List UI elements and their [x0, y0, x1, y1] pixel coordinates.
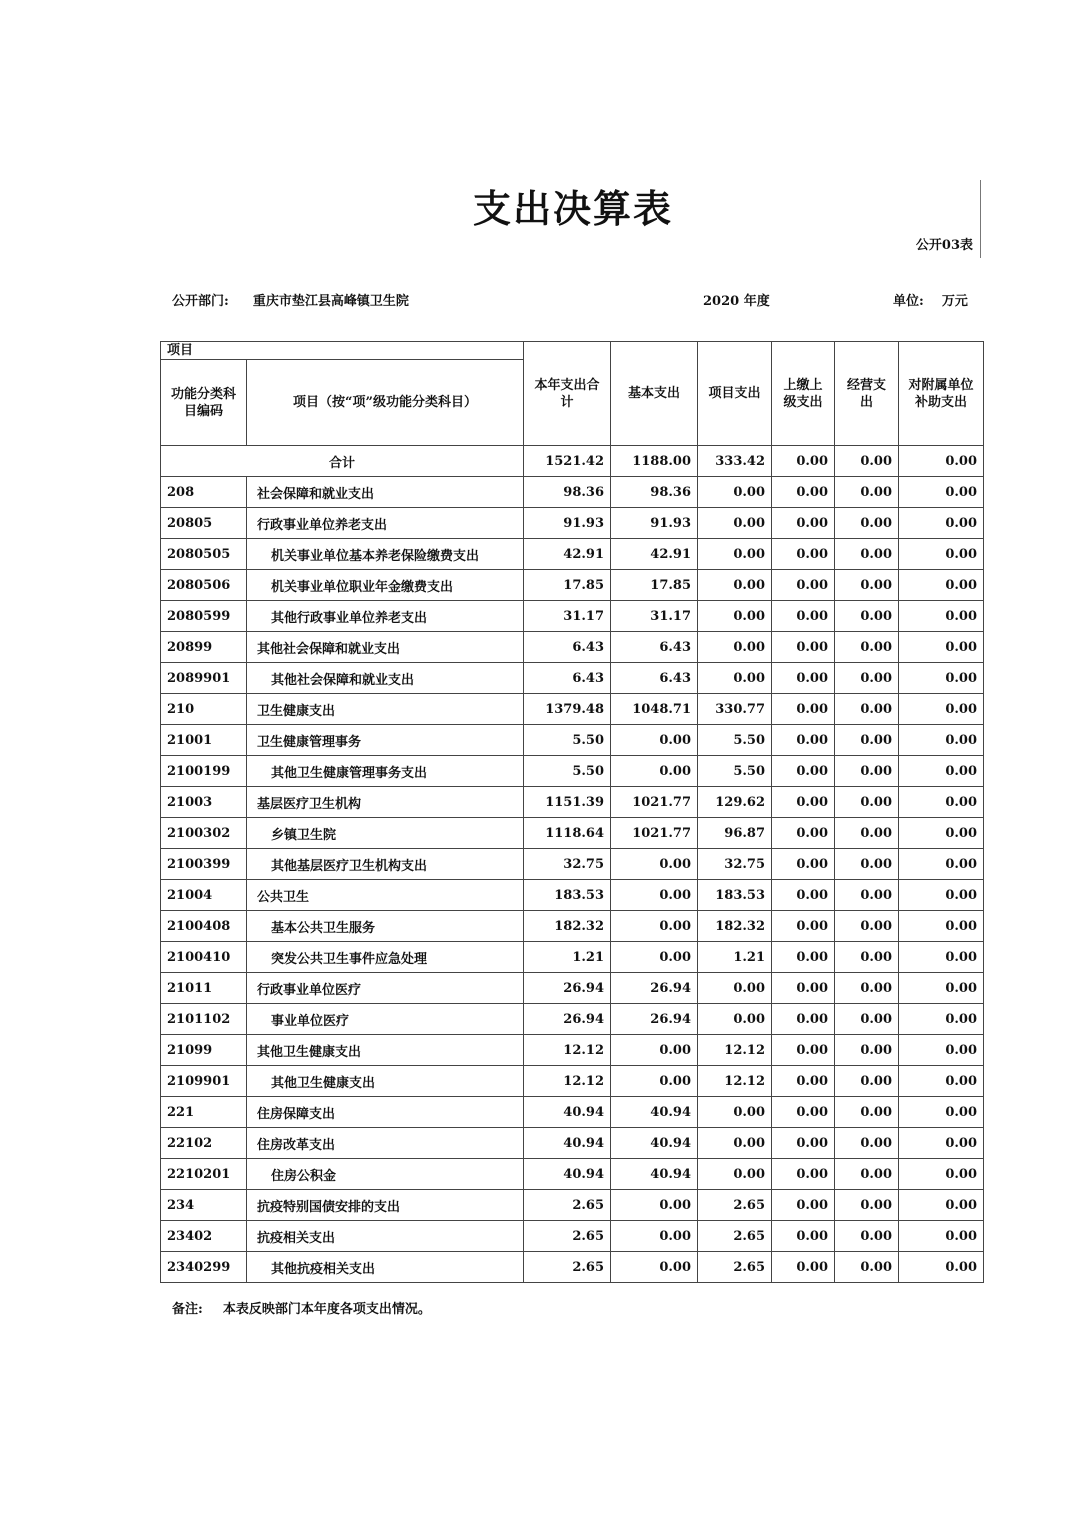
value-cell: 0.00: [835, 1190, 899, 1221]
value-cell: 0.00: [899, 973, 984, 1004]
value-cell: 0.00: [835, 1128, 899, 1159]
value-cell: 0.00: [772, 880, 835, 911]
value-cell: 0.00: [772, 1066, 835, 1097]
value-cell: 0.00: [899, 911, 984, 942]
header-upper: 上缴上级支出: [772, 342, 835, 446]
name-cell: 基层医疗卫生机构: [247, 787, 524, 818]
value-cell: 182.32: [698, 911, 772, 942]
value-cell: 0.00: [611, 1252, 698, 1283]
code-cell: 2100410: [161, 942, 247, 973]
value-cell: 6.43: [524, 663, 611, 694]
table-row: [161, 756, 984, 787]
code-cell: 2080599: [161, 601, 247, 632]
value-cell: 0.00: [611, 1190, 698, 1221]
code-cell: 21011: [161, 973, 247, 1004]
value-cell: 0.00: [772, 1252, 835, 1283]
name-cell: 抗疫相关支出: [247, 1221, 524, 1252]
value-cell: 26.94: [524, 973, 611, 1004]
value-cell: 0.00: [772, 539, 835, 570]
value-cell: 0.00: [835, 1221, 899, 1252]
code-cell: 2080506: [161, 570, 247, 601]
footnote-text: 本表反映部门本年度各项支出情况。: [222, 1302, 431, 1317]
code-cell: 221: [161, 1097, 247, 1128]
value-cell: 26.94: [611, 973, 698, 1004]
table-row: [161, 1004, 984, 1035]
value-cell: 330.77: [698, 694, 772, 725]
value-cell: 1.21: [698, 942, 772, 973]
code-cell: 21003: [161, 787, 247, 818]
table-row: [161, 1128, 984, 1159]
value-cell: 1021.77: [611, 787, 698, 818]
header-code: 功能分类科目编码: [161, 360, 247, 446]
name-cell: 行政事业单位医疗: [247, 973, 524, 1004]
code-cell: 208: [161, 477, 247, 508]
total-cell: 1188.00: [611, 446, 698, 477]
value-cell: 0.00: [835, 911, 899, 942]
value-cell: 0.00: [611, 911, 698, 942]
header-item: 项目支出: [698, 342, 772, 446]
value-cell: 0.00: [698, 1097, 772, 1128]
value-cell: 17.85: [524, 570, 611, 601]
table-row: [161, 880, 984, 911]
name-cell: 其他卫生健康管理事务支出: [247, 756, 524, 787]
table-row: [161, 477, 984, 508]
value-cell: 2.65: [524, 1252, 611, 1283]
total-cell: 1521.42: [524, 446, 611, 477]
total-cell: 0.00: [835, 446, 899, 477]
value-cell: 12.12: [524, 1035, 611, 1066]
value-cell: 32.75: [524, 849, 611, 880]
value-cell: 0.00: [698, 477, 772, 508]
value-cell: 0.00: [835, 880, 899, 911]
value-cell: 0.00: [899, 942, 984, 973]
code-cell: 21004: [161, 880, 247, 911]
value-cell: 26.94: [611, 1004, 698, 1035]
value-cell: 0.00: [899, 601, 984, 632]
table-row: [161, 942, 984, 973]
value-cell: 0.00: [772, 570, 835, 601]
footnote: [172, 1298, 431, 1317]
name-cell: 突发公共卫生事件应急处理: [247, 942, 524, 973]
value-cell: 0.00: [899, 1004, 984, 1035]
value-cell: 183.53: [698, 880, 772, 911]
value-cell: 0.00: [899, 570, 984, 601]
value-cell: 2.65: [524, 1221, 611, 1252]
code-cell: 2100399: [161, 849, 247, 880]
value-cell: 1379.48: [524, 694, 611, 725]
value-cell: 0.00: [611, 1066, 698, 1097]
code-cell: 2340299: [161, 1252, 247, 1283]
name-cell: 抗疫特别国债安排的支出: [247, 1190, 524, 1221]
table-row: [161, 601, 984, 632]
code-cell: 2100302: [161, 818, 247, 849]
name-cell: 事业单位医疗: [247, 1004, 524, 1035]
value-cell: 0.00: [835, 818, 899, 849]
value-cell: 6.43: [611, 663, 698, 694]
value-cell: 31.17: [524, 601, 611, 632]
value-cell: 17.85: [611, 570, 698, 601]
value-cell: 0.00: [772, 508, 835, 539]
name-cell: 住房保障支出: [247, 1097, 524, 1128]
name-cell: 社会保障和就业支出: [247, 477, 524, 508]
table-row: [161, 632, 984, 663]
value-cell: 0.00: [835, 756, 899, 787]
footnote-label: 备注:: [172, 1302, 203, 1317]
value-cell: 0.00: [899, 880, 984, 911]
value-cell: 0.00: [772, 725, 835, 756]
value-cell: 0.00: [698, 663, 772, 694]
value-cell: 31.17: [611, 601, 698, 632]
name-cell: 其他卫生健康支出: [247, 1066, 524, 1097]
value-cell: 1151.39: [524, 787, 611, 818]
value-cell: 0.00: [899, 539, 984, 570]
value-cell: 0.00: [899, 818, 984, 849]
value-cell: 0.00: [772, 694, 835, 725]
value-cell: 12.12: [698, 1066, 772, 1097]
value-cell: 0.00: [611, 880, 698, 911]
value-cell: 0.00: [611, 725, 698, 756]
table-row: [161, 725, 984, 756]
table-row: [161, 1097, 984, 1128]
name-cell: 机关事业单位职业年金缴费支出: [247, 570, 524, 601]
value-cell: 0.00: [899, 756, 984, 787]
value-cell: 40.94: [611, 1128, 698, 1159]
value-cell: 0.00: [772, 477, 835, 508]
code-cell: 2100408: [161, 911, 247, 942]
code-cell: 2080505: [161, 539, 247, 570]
name-cell: 机关事业单位基本养老保险缴费支出: [247, 539, 524, 570]
value-cell: 91.93: [524, 508, 611, 539]
value-cell: 0.00: [835, 725, 899, 756]
total-row: [161, 446, 984, 477]
total-cell: 333.42: [698, 446, 772, 477]
unit-value: 万元: [941, 294, 968, 309]
value-cell: 96.87: [698, 818, 772, 849]
value-cell: 0.00: [899, 1035, 984, 1066]
table-row: [161, 570, 984, 601]
code-cell: 22102: [161, 1128, 247, 1159]
value-cell: 0.00: [611, 942, 698, 973]
value-cell: 0.00: [899, 663, 984, 694]
total-cell: 0.00: [772, 446, 835, 477]
header-basic: 基本支出: [611, 342, 698, 446]
table-row: [161, 849, 984, 880]
value-cell: 0.00: [899, 1252, 984, 1283]
value-cell: 26.94: [524, 1004, 611, 1035]
value-cell: 0.00: [772, 663, 835, 694]
value-cell: 0.00: [835, 632, 899, 663]
value-cell: 1048.71: [611, 694, 698, 725]
value-cell: 0.00: [772, 1190, 835, 1221]
value-cell: 0.00: [772, 1221, 835, 1252]
name-cell: 卫生健康支出: [247, 694, 524, 725]
value-cell: 0.00: [772, 849, 835, 880]
code-cell: 21001: [161, 725, 247, 756]
value-cell: 0.00: [698, 570, 772, 601]
value-cell: 0.00: [772, 756, 835, 787]
value-cell: 40.94: [611, 1097, 698, 1128]
value-cell: 0.00: [835, 539, 899, 570]
code-cell: 2210201: [161, 1159, 247, 1190]
header-operating: 经营支出: [835, 342, 899, 446]
value-cell: 0.00: [611, 1035, 698, 1066]
code-cell: 20899: [161, 632, 247, 663]
value-cell: 2.65: [698, 1190, 772, 1221]
value-cell: 40.94: [524, 1097, 611, 1128]
value-cell: 0.00: [611, 756, 698, 787]
department-line: [172, 290, 409, 309]
name-cell: 其他基层医疗卫生机构支出: [247, 849, 524, 880]
table-row: [161, 911, 984, 942]
unit-label: 单位:: [893, 294, 924, 309]
value-cell: 0.00: [835, 1066, 899, 1097]
value-cell: 129.62: [698, 787, 772, 818]
value-cell: 0.00: [698, 508, 772, 539]
total-cell: 0.00: [899, 446, 984, 477]
value-cell: 0.00: [772, 818, 835, 849]
table-row: [161, 694, 984, 725]
header-total: 本年支出合计: [524, 342, 611, 446]
name-cell: 公共卫生: [247, 880, 524, 911]
code-cell: 234: [161, 1190, 247, 1221]
value-cell: 0.00: [698, 1128, 772, 1159]
margin-divider: [980, 180, 981, 258]
table-row: [161, 1066, 984, 1097]
table-row: [161, 663, 984, 694]
name-cell: 其他社会保障和就业支出: [247, 663, 524, 694]
value-cell: 0.00: [899, 694, 984, 725]
value-cell: 0.00: [698, 1159, 772, 1190]
code-cell: 21099: [161, 1035, 247, 1066]
value-cell: 0.00: [835, 1004, 899, 1035]
value-cell: 0.00: [772, 1004, 835, 1035]
value-cell: 6.43: [611, 632, 698, 663]
table-row: [161, 1159, 984, 1190]
department-value: 重庆市垫江县高峰镇卫生院: [252, 294, 409, 309]
name-cell: 基本公共卫生服务: [247, 911, 524, 942]
value-cell: 0.00: [835, 849, 899, 880]
value-cell: 182.32: [524, 911, 611, 942]
value-cell: 0.00: [835, 1097, 899, 1128]
name-cell: 住房改革支出: [247, 1128, 524, 1159]
table-row: [161, 508, 984, 539]
value-cell: 42.91: [524, 539, 611, 570]
value-cell: 0.00: [835, 787, 899, 818]
value-cell: 0.00: [611, 1221, 698, 1252]
expenditure-table: [160, 341, 984, 1283]
name-cell: 住房公积金: [247, 1159, 524, 1190]
value-cell: 2.65: [698, 1252, 772, 1283]
header-subsidy: 对附属单位补助支出: [899, 342, 984, 446]
value-cell: 0.00: [835, 1159, 899, 1190]
table-row: [161, 818, 984, 849]
value-cell: 0.00: [835, 973, 899, 1004]
value-cell: 0.00: [899, 508, 984, 539]
name-cell: 其他卫生健康支出: [247, 1035, 524, 1066]
value-cell: 0.00: [899, 632, 984, 663]
value-cell: 0.00: [835, 694, 899, 725]
value-cell: 0.00: [772, 911, 835, 942]
page-title: 支出决算表: [472, 187, 673, 231]
value-cell: 0.00: [772, 973, 835, 1004]
value-cell: 0.00: [835, 570, 899, 601]
department-label: 公开部门:: [172, 294, 229, 309]
name-cell: 行政事业单位养老支出: [247, 508, 524, 539]
value-cell: 0.00: [899, 1159, 984, 1190]
value-cell: 0.00: [899, 1128, 984, 1159]
value-cell: 40.94: [524, 1159, 611, 1190]
value-cell: 0.00: [835, 1252, 899, 1283]
name-cell: 其他社会保障和就业支出: [247, 632, 524, 663]
value-cell: 91.93: [611, 508, 698, 539]
table-row: [161, 1190, 984, 1221]
code-cell: 2101102: [161, 1004, 247, 1035]
value-cell: 0.00: [698, 973, 772, 1004]
value-cell: 0.00: [772, 601, 835, 632]
value-cell: 12.12: [524, 1066, 611, 1097]
value-cell: 0.00: [899, 849, 984, 880]
value-cell: 0.00: [899, 1221, 984, 1252]
value-cell: 1.21: [524, 942, 611, 973]
value-cell: 40.94: [611, 1159, 698, 1190]
value-cell: 0.00: [772, 1159, 835, 1190]
table-row: [161, 1035, 984, 1066]
value-cell: 6.43: [524, 632, 611, 663]
value-cell: 32.75: [698, 849, 772, 880]
value-cell: 42.91: [611, 539, 698, 570]
value-cell: 0.00: [772, 1097, 835, 1128]
table-row: [161, 787, 984, 818]
value-cell: 1118.64: [524, 818, 611, 849]
value-cell: 2.65: [698, 1221, 772, 1252]
code-cell: 20805: [161, 508, 247, 539]
value-cell: 5.50: [698, 725, 772, 756]
value-cell: 5.50: [524, 756, 611, 787]
code-cell: 23402: [161, 1221, 247, 1252]
value-cell: 98.36: [524, 477, 611, 508]
value-cell: 12.12: [698, 1035, 772, 1066]
value-cell: 0.00: [772, 1035, 835, 1066]
value-cell: 0.00: [698, 1004, 772, 1035]
code-cell: 2109901: [161, 1066, 247, 1097]
header-project: 项目: [161, 342, 524, 360]
fiscal-year: 2020 年度: [703, 294, 770, 309]
value-cell: 0.00: [899, 1190, 984, 1221]
name-cell: 其他行政事业单位养老支出: [247, 601, 524, 632]
table-row: [161, 539, 984, 570]
unit-line: [893, 290, 968, 309]
value-cell: 0.00: [772, 942, 835, 973]
value-cell: 5.50: [524, 725, 611, 756]
value-cell: 183.53: [524, 880, 611, 911]
header-name: 项目（按“项”级功能分类科目）: [247, 360, 524, 446]
value-cell: 0.00: [772, 787, 835, 818]
value-cell: 1021.77: [611, 818, 698, 849]
value-cell: 0.00: [772, 632, 835, 663]
value-cell: 0.00: [698, 539, 772, 570]
total-label: 合计: [161, 446, 524, 477]
value-cell: 2.65: [524, 1190, 611, 1221]
value-cell: 0.00: [899, 787, 984, 818]
value-cell: 0.00: [835, 477, 899, 508]
value-cell: 40.94: [524, 1128, 611, 1159]
value-cell: 0.00: [611, 849, 698, 880]
value-cell: 98.36: [611, 477, 698, 508]
value-cell: 0.00: [899, 725, 984, 756]
code-cell: 2100199: [161, 756, 247, 787]
value-cell: 0.00: [899, 1097, 984, 1128]
value-cell: 0.00: [772, 1128, 835, 1159]
table-row: [161, 1221, 984, 1252]
value-cell: 0.00: [835, 942, 899, 973]
value-cell: 0.00: [835, 663, 899, 694]
code-cell: 2089901: [161, 663, 247, 694]
code-cell: 210: [161, 694, 247, 725]
name-cell: 卫生健康管理事务: [247, 725, 524, 756]
table-row: [161, 1252, 984, 1283]
value-cell: 0.00: [835, 601, 899, 632]
value-cell: 0.00: [899, 1066, 984, 1097]
value-cell: 0.00: [835, 508, 899, 539]
value-cell: 5.50: [698, 756, 772, 787]
name-cell: 乡镇卫生院: [247, 818, 524, 849]
value-cell: 0.00: [698, 601, 772, 632]
value-cell: 0.00: [698, 632, 772, 663]
value-cell: 0.00: [835, 1035, 899, 1066]
name-cell: 其他抗疫相关支出: [247, 1252, 524, 1283]
form-number: 公开03表: [915, 238, 973, 253]
table-row: [161, 973, 984, 1004]
value-cell: 0.00: [899, 477, 984, 508]
